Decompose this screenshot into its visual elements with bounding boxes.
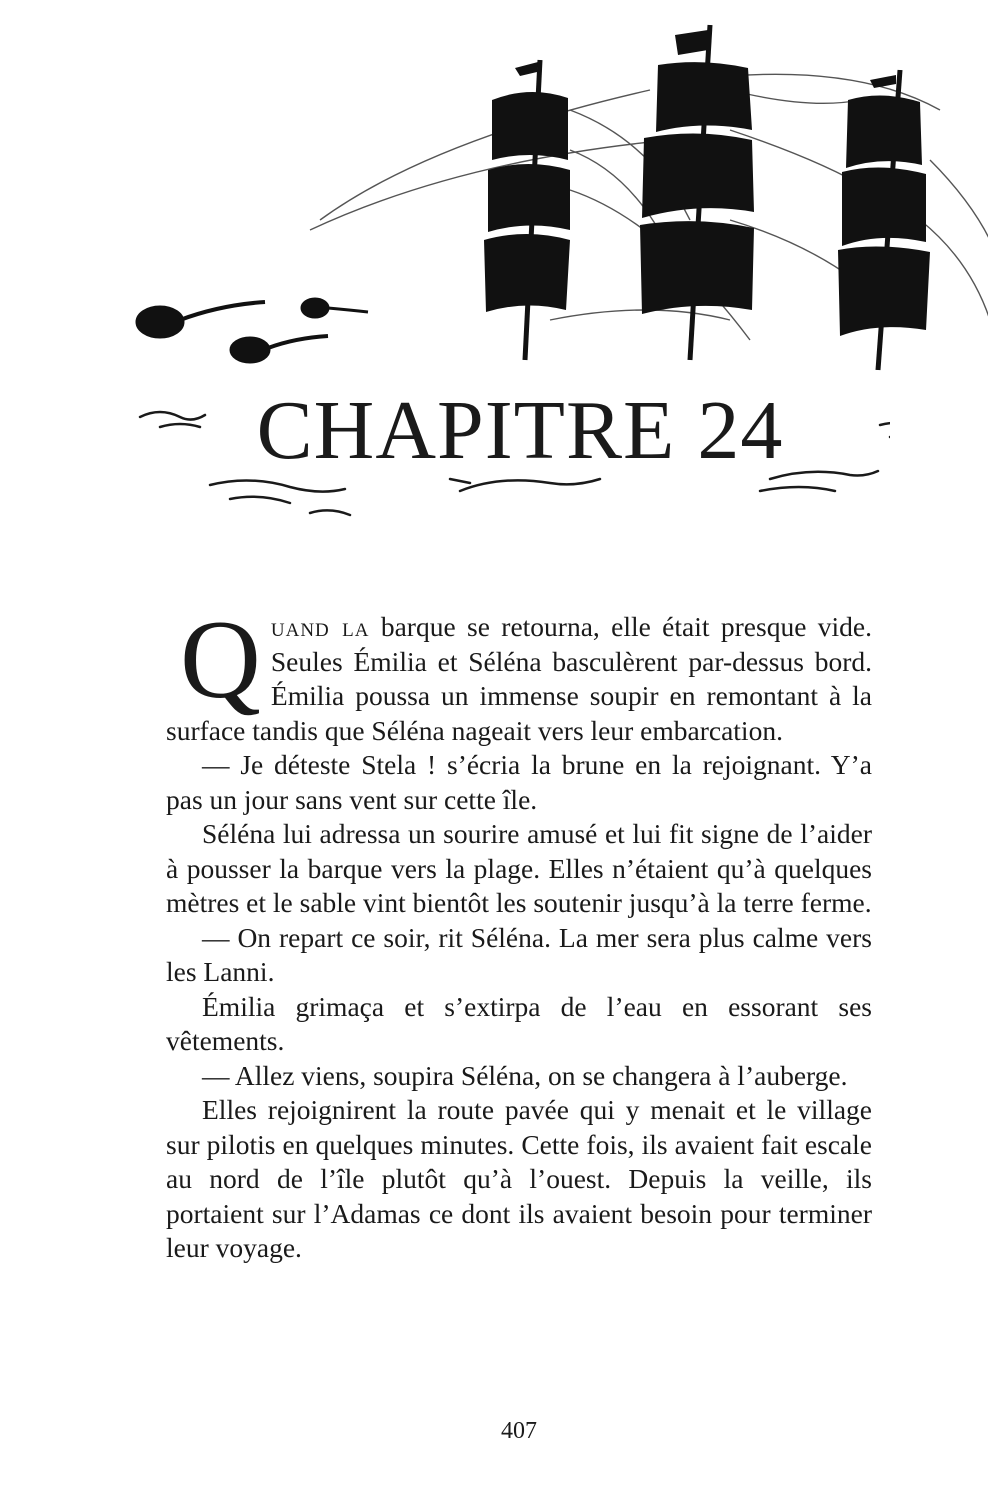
ship-left (484, 60, 570, 360)
opening-text: barque se retourna, elle était presque vide. Seules Émilia et Séléna basculèrent par-dessus bord. Émilia poussa un immense soupir en remontant à la surface tandis que Séléna nageait vers leur embarcation. (166, 611, 872, 746)
paragraph: — Je déteste Stela ! s’écria la brune en la rejoignant. Y’a pas un jour sans vent sur cette île. (166, 749, 872, 815)
paragraph: Séléna lui adressa un sourire amusé et lui fit signe de l’aider à pousser la barque vers la plage. Elles n’étaient qu’à quelques mètres et le sable vint bientôt les soutenir jusqu’à la terre ferme. (166, 818, 872, 918)
paragraph: Émilia grimaça et s’extirpa de l’eau en essorant ses vêtements. (166, 990, 872, 1056)
drop-cap: Q (180, 598, 261, 722)
page-number: 407 (501, 1418, 537, 1444)
paragraph: — On repart ce soir, rit Séléna. La mer sera plus calme vers les Lanni. (166, 921, 872, 987)
ship-middle (640, 25, 754, 360)
paragraph: Elles rejoignirent la route pavée qui y menait et le village sur pilotis en quelques minutes. Cette fois, ils avaient fait escale au nord de l’île plutôt qu’à l’ouest. Depuis la veille, ils portaient sur l’Adamas ce dont ils avaient besoin pour terminer leur voyage. (166, 1094, 872, 1263)
opening-paragraph (166, 598, 872, 748)
opening-smallcaps: uand la (270, 611, 370, 642)
chapter-title: CHAPITRE 24 (256, 384, 784, 477)
chapter-body (166, 598, 872, 1266)
ship-right (838, 70, 930, 370)
ships-illustration (130, 20, 988, 380)
paragraph: — Allez viens, soupira Séléna, on se changera à l’auberge. (202, 1059, 848, 1091)
sea-creatures (136, 298, 368, 363)
